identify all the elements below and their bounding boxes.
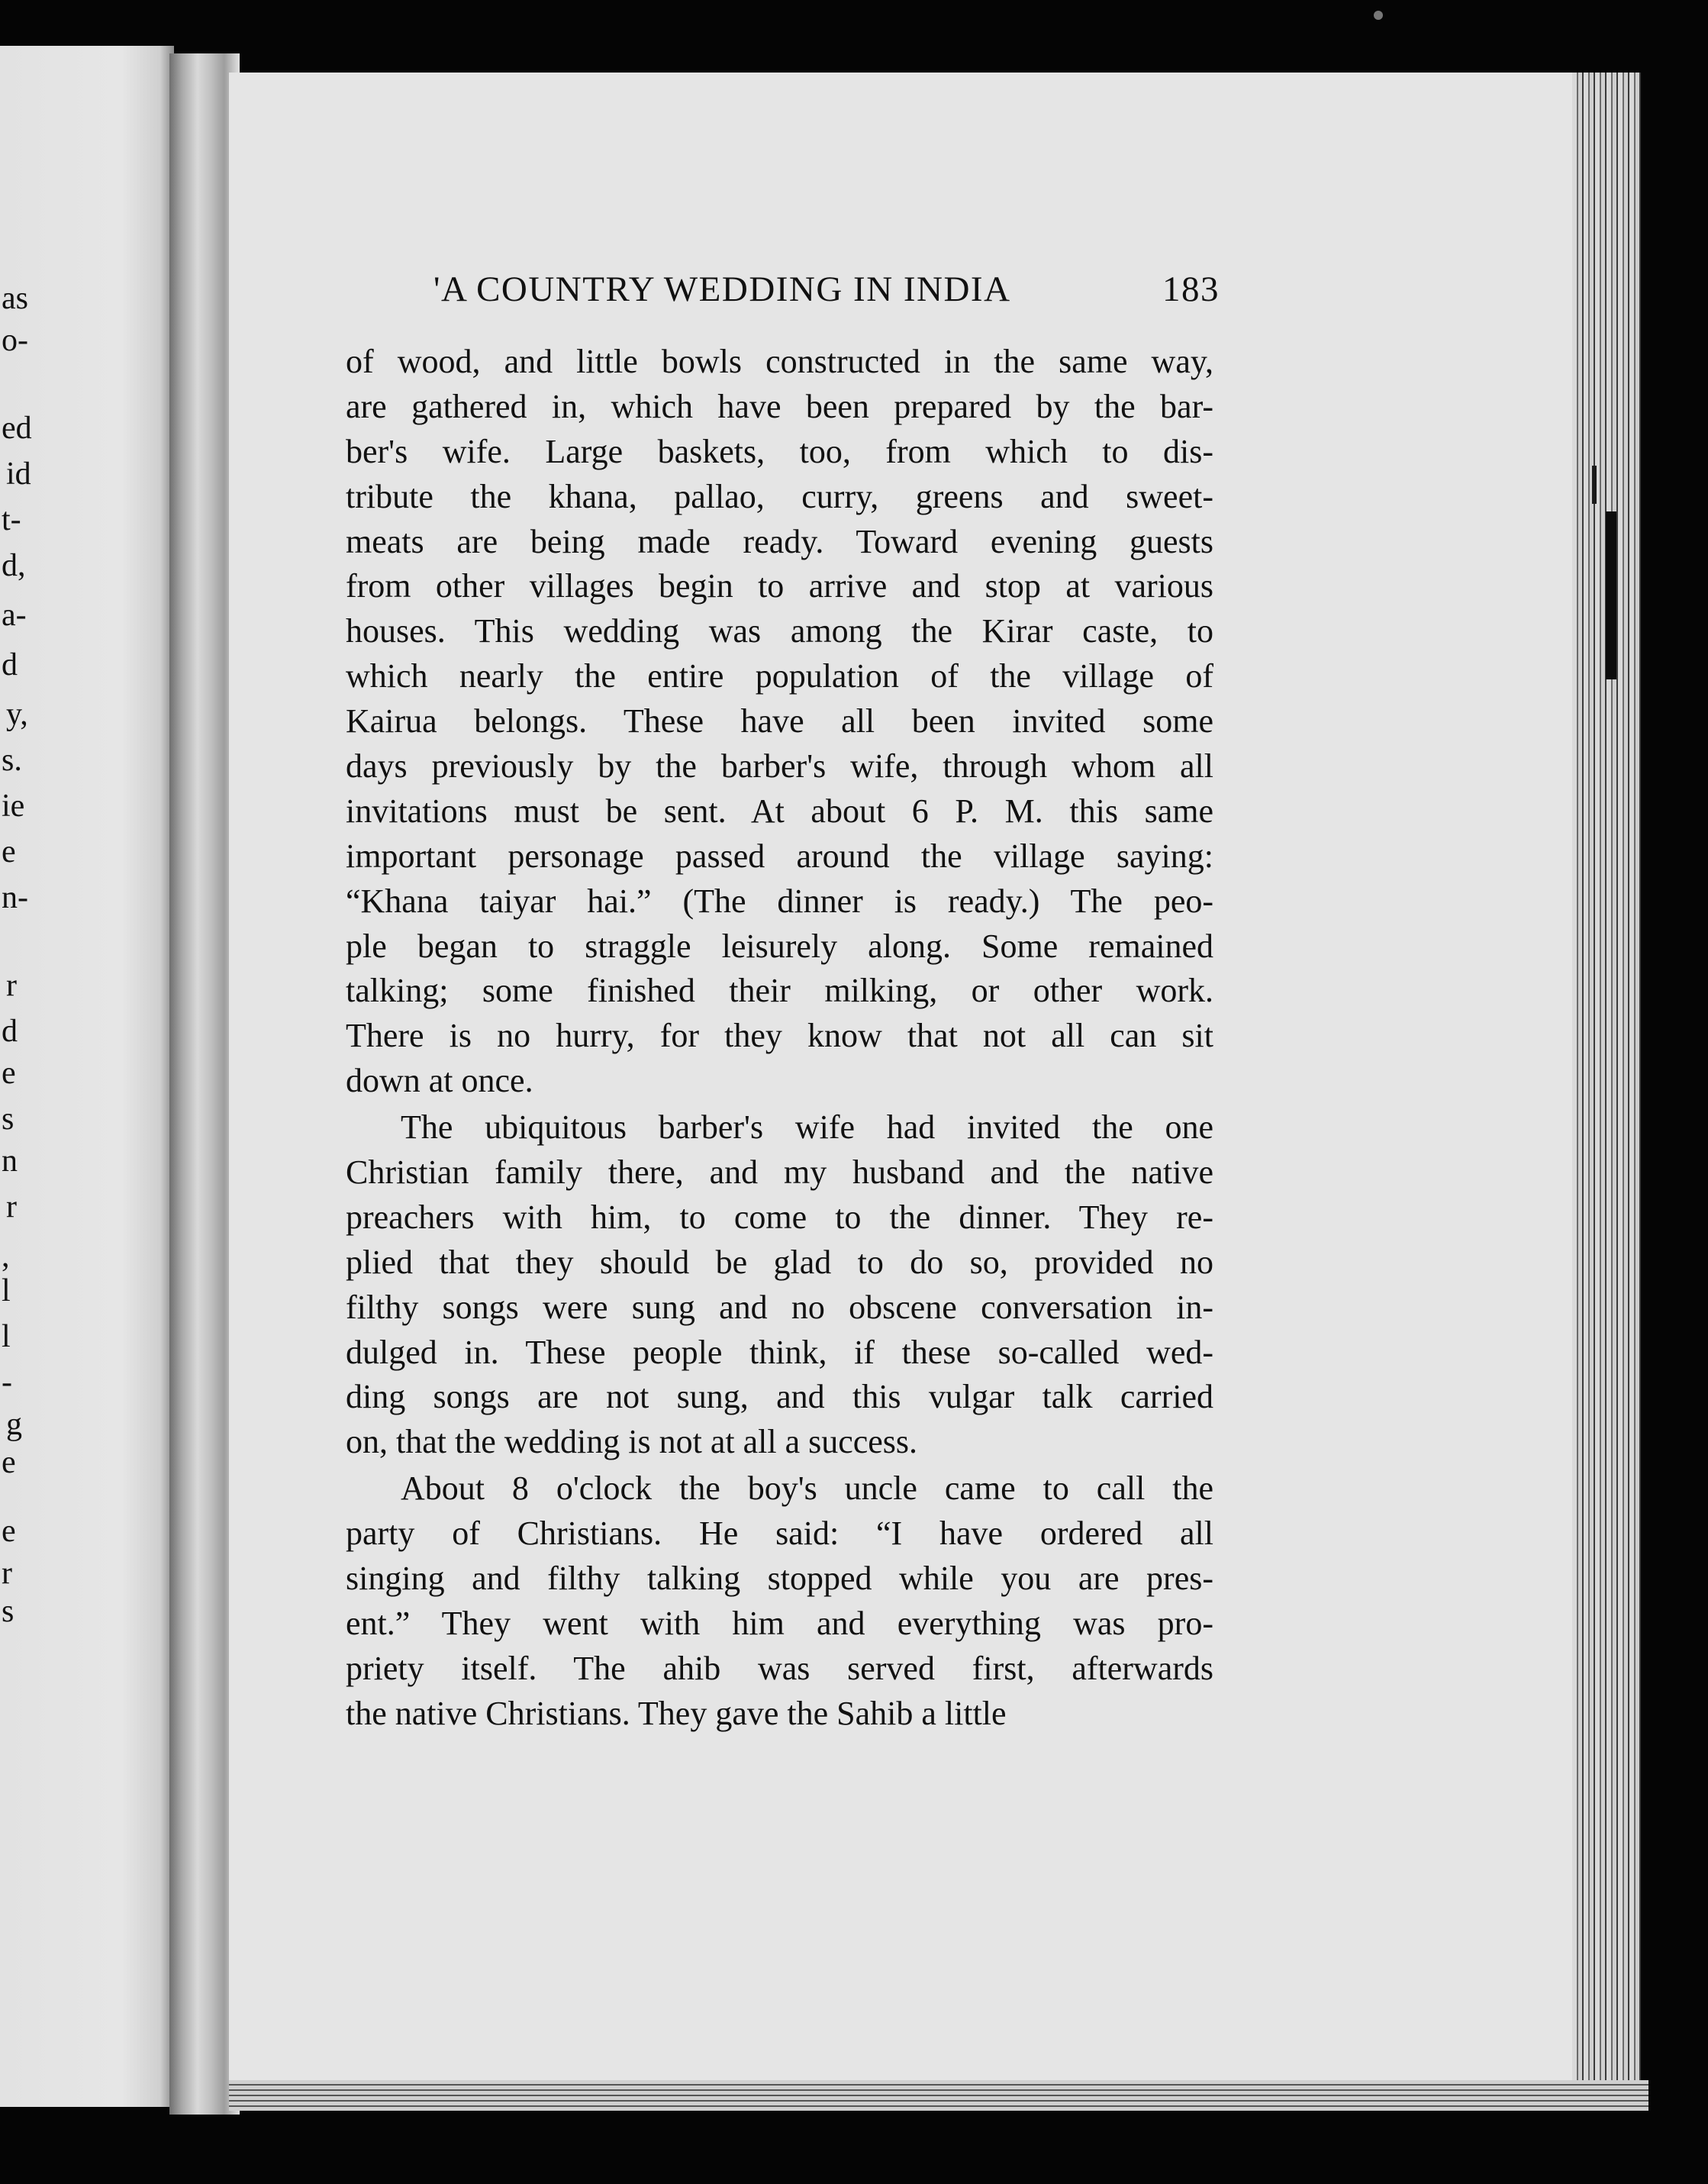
- facing-page-fragment: r: [2, 1556, 12, 1591]
- text-line: which nearly the entire population of the village of: [346, 657, 1213, 695]
- facing-page-fragment: l: [2, 1273, 11, 1308]
- facing-page-fragment: d,: [2, 548, 26, 583]
- text-line: dulged in. These people think, if these so-called wed-: [346, 1333, 1213, 1371]
- body-text: [346, 340, 1213, 1737]
- facing-page-fragment: e: [2, 1056, 16, 1091]
- facing-page-fragment: n: [2, 1144, 18, 1179]
- facing-page-fragment: r: [6, 968, 17, 1003]
- text-line: Christian family there, and my husband and the native: [346, 1153, 1213, 1192]
- text-line: ple began to straggle leisurely along. Some remained: [346, 927, 1213, 965]
- facing-page-fragment: s: [2, 1102, 15, 1137]
- text-line: invitations must be sent. At about 6 P. M. this same: [346, 792, 1213, 830]
- facing-page-fragment: t-: [2, 502, 21, 537]
- scan-speck: [1374, 11, 1383, 20]
- facing-page-fragment: s: [2, 1594, 15, 1629]
- facing-page-fragment: g: [6, 1407, 22, 1442]
- facing-page-fragment: d: [2, 647, 18, 682]
- facing-page-fragment: -: [2, 1365, 12, 1400]
- text-line: important personage passed around the village saying:: [346, 837, 1213, 875]
- running-head: [433, 269, 1220, 315]
- text-line: talking; some finished their milking, or other work.: [346, 972, 1213, 1010]
- facing-page-fragment: r: [6, 1189, 17, 1224]
- facing-page-left: [0, 46, 174, 2107]
- page-edge-mark: [1592, 466, 1597, 504]
- facing-page-fragment: d: [2, 1014, 18, 1049]
- text-line: tribute the khana, pallao, curry, greens and sweet-: [346, 477, 1213, 515]
- facing-page-fragment: e: [2, 1445, 16, 1480]
- page-edge-mark: [1606, 511, 1616, 679]
- facing-page-fragment: e: [2, 834, 16, 869]
- running-title: 'A COUNTRY WEDDING IN INDIA: [433, 269, 1011, 309]
- text-line: down at once.: [346, 1062, 533, 1100]
- text-line: There is no hurry, for they know that not all can sit: [346, 1017, 1213, 1055]
- text-line: are gathered in, which have been prepared by the bar-: [346, 387, 1213, 425]
- text-line: on, that the wedding is not at all a success.: [346, 1423, 918, 1461]
- text-line: Kairua belongs. These have all been invited some: [346, 702, 1213, 740]
- facing-page-fragment: as: [2, 281, 28, 316]
- text-line: of wood, and little bowls constructed in the same way,: [346, 343, 1213, 380]
- text-line: “Khana taiyar hai.” (The dinner is ready.) The peo-: [346, 882, 1213, 920]
- text-line: days previously by the barber's wife, through whom all: [346, 747, 1213, 786]
- text-line: plied that they should be glad to do so, provided no: [346, 1243, 1213, 1281]
- text-line: houses. This wedding was among the Kirar caste, to: [346, 612, 1213, 650]
- facing-page-fragment: o-: [2, 323, 28, 358]
- facing-page-fragment: n-: [2, 880, 28, 915]
- facing-page-fragment: e: [2, 1514, 16, 1549]
- text-line: singing and filthy talking stopped while you are pres-: [346, 1560, 1213, 1598]
- text-line: ber's wife. Large baskets, too, from which to dis-: [346, 432, 1213, 470]
- text-line: from other villages begin to arrive and stop at various: [346, 567, 1213, 605]
- facing-page-text-fragments: [0, 46, 174, 2107]
- text-line: The ubiquitous barber's wife had invited the one: [401, 1108, 1213, 1147]
- text-line: ding songs are not sung, and this vulgar talk carried: [346, 1378, 1213, 1416]
- facing-page-fragment: a-: [2, 598, 27, 633]
- bottom-page-edge: [229, 2080, 1648, 2111]
- facing-page-fragment: ie: [2, 789, 25, 824]
- page-edge-stack: [1572, 73, 1641, 2103]
- facing-page-fragment: l: [2, 1319, 11, 1354]
- text-line: ent.” They went with him and everything was pro-: [346, 1604, 1213, 1642]
- page-number: 183: [1162, 269, 1220, 309]
- facing-page-fragment: id: [6, 456, 31, 492]
- facing-page-fragment: ed: [2, 411, 32, 446]
- text-line: priety itself. The ahib was served first, afterwards: [346, 1649, 1213, 1687]
- facing-page-fragment: s.: [2, 743, 22, 778]
- text-line: preachers with him, to come to the dinner. They re-: [346, 1198, 1213, 1236]
- text-line: the native Christians. They gave the Sahib a little: [346, 1694, 1007, 1732]
- facing-page-fragment: y,: [6, 697, 28, 732]
- text-line: filthy songs were sung and no obscene conversation in-: [346, 1288, 1213, 1326]
- facing-page-fragment: ,: [2, 1239, 10, 1274]
- text-line: meats are being made ready. Toward evening guests: [346, 522, 1213, 560]
- text-line: party of Christians. He said: “I have ordered all: [346, 1515, 1213, 1553]
- text-line: About 8 o'clock the boy's uncle came to call the: [401, 1469, 1213, 1508]
